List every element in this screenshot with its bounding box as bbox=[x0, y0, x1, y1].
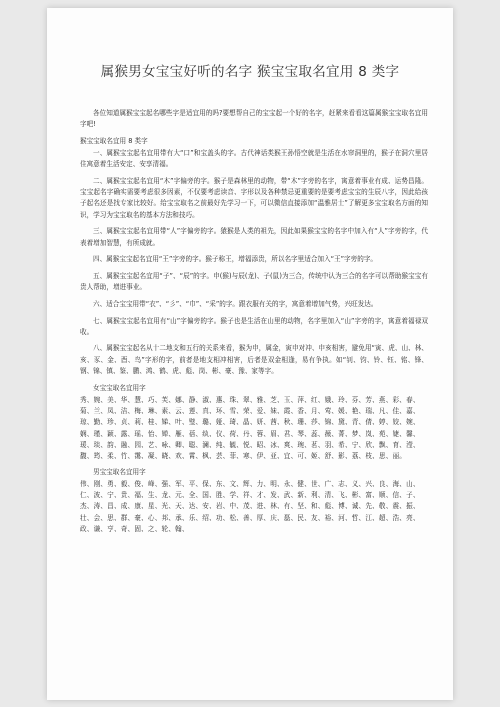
girl-names-list: 秀、婉、美、华、慧、巧、芙、娜、静、淑、惠、珠、翠、雅、芝、玉、萍、红、娥、玲、芬、芳、燕、彩、春、菊、兰、凤、洁、梅、琳、素、云、莲、真、环、雪、荣、爱、妹、霞、香、月、莺、媛、艳、瑞、凡、佳、嘉、琼、勤、珍、贞、莉、桂、娣、叶、璧、璐、娅、琦、晶、妍、茜、秋、珊、莎、锦、黛、青、倩、婷、姣、婉、娴、瑾、颖、露、瑶、怡、婵、雁、蓓、纨、仪、荷、丹、蓉、眉、君、琴、蕊、薇、菁、梦、岚、苑、婕、馨、瑗、琰、韵、融、园、艺、咏、卿、聪、澜、纯、毓、悦、昭、冰、爽、琬、茗、羽、希、宁、欣、飘、育、滢、馥、筠、柔、竹、霭、凝、晓、欢、霄、枫、芸、菲、寒、伊、亚、宜、可、姬、舒、影、荔、枝、思、丽。 bbox=[80, 395, 420, 461]
article-body bbox=[80, 108, 428, 539]
item-7: 七、属猴宝宝起名宜用有“山”字偏旁的字。猴子也是生活在山里的动物，名字里加入“山”字旁的字，寓意着福禄双收。 bbox=[80, 316, 428, 336]
item-8: 八、属猴宝宝起名从十二地支和五行的关系来看，猴为申，属金，寅申对冲、申亥相害，避免用“寅、虎、山、林、亥、豕、金、酉、鸟”字形的字，前者是地支相冲相害，后者是双金相逢，易有争执。如“钊、钧、铃、钰、铭、锋、钢、锦、镇、鉴、鹏、鸿、鹤、虎、彪、岗、彬、豪、豫、家等字。 bbox=[80, 344, 428, 375]
boy-names-list: 伟、刚、勇、毅、俊、峰、强、军、平、保、东、文、辉、力、明、永、健、世、广、志、义、兴、良、海、山、仁、波、宁、贵、福、生、龙、元、全、国、胜、学、祥、才、发、武、新、利、清、飞、彬、富、顺、信、子、杰、涛、昌、成、康、星、光、天、达、安、岩、中、茂、进、林、有、坚、和、彪、博、诚、先、敬、震、振、壮、会、思、群、豪、心、邦、承、乐、绍、功、松、善、厚、庆、磊、民、友、裕、河、哲、江、超、浩、亮、政、谦、亨、奇、固、之、轮、翰、 bbox=[80, 479, 420, 533]
item-4: 四、属猴宝宝起名宜用“王”字旁的字。猴子称王，增福添贵，所以名字里适合加入“王”字旁的字。 bbox=[93, 255, 378, 264]
document-page bbox=[47, 8, 453, 700]
page-title: 属猴男女宝宝好听的名字 猴宝宝取名宜用 8 类字 bbox=[100, 64, 400, 80]
boy-names-heading: 男宝宝取名宜用字 bbox=[93, 467, 146, 476]
item-5: 五、属猴宝宝起名宜用“子”、“辰”的字。申(猴)与辰(龙)、子(鼠)为三合，传统中认为三合的名字可以帮助猴宝宝有贵人帮助，增进事业。 bbox=[80, 271, 428, 292]
item-3: 三、属猴宝宝起名宜用带“人”字偏旁的字。猿猴是人类的祖先，因此如果猴宝宝的名字中加入有“人”字旁的字，代表着增加智慧，有所成就。 bbox=[80, 227, 428, 247]
item-6: 六、适合宝宝用带“衣”、“彡”、“巾”、“采”的字。跟衣服有关的字，寓意着增加气势，兴旺发达。 bbox=[93, 299, 378, 308]
intro-paragraph: 各位知道属猴宝宝起名哪些字是适宜用的吗?要想帮自己的宝宝起一个好的名字，赶紧来看看这篇属猴宝宝取名宜用字吧! bbox=[80, 109, 428, 129]
item-1: 一、属猴宝宝起名宜用带有大“口”和宝盖头的字。古代神话类猴王孙悟空就是生活在水帘洞里的，猴子在洞穴里居住寓意着生活安定、安享清福。 bbox=[80, 149, 428, 169]
girl-names-heading: 女宝宝取名宜用字 bbox=[93, 383, 146, 392]
section-label: 猴宝宝取名宜用 8 类字 bbox=[80, 136, 148, 145]
item-2: 二、属猴宝宝起名宜用“木”字偏旁的字。猴子是森林里的动物，带“木”字旁的名字，寓意着事业有成、运势昌隆。宝宝起名字确实需要考虑很多因素，不仅要考虑读音、字形以及各种禁忌更重要的是要考虑宝宝的生辰八字，因此给孩子起名还是找专家比较好。给宝宝取名之前最好先学习一下，可以微信直接添加“温雅居士”了解更多宝宝取名方面的知识，学习为宝宝取名的基本方法和技巧。 bbox=[80, 177, 428, 219]
